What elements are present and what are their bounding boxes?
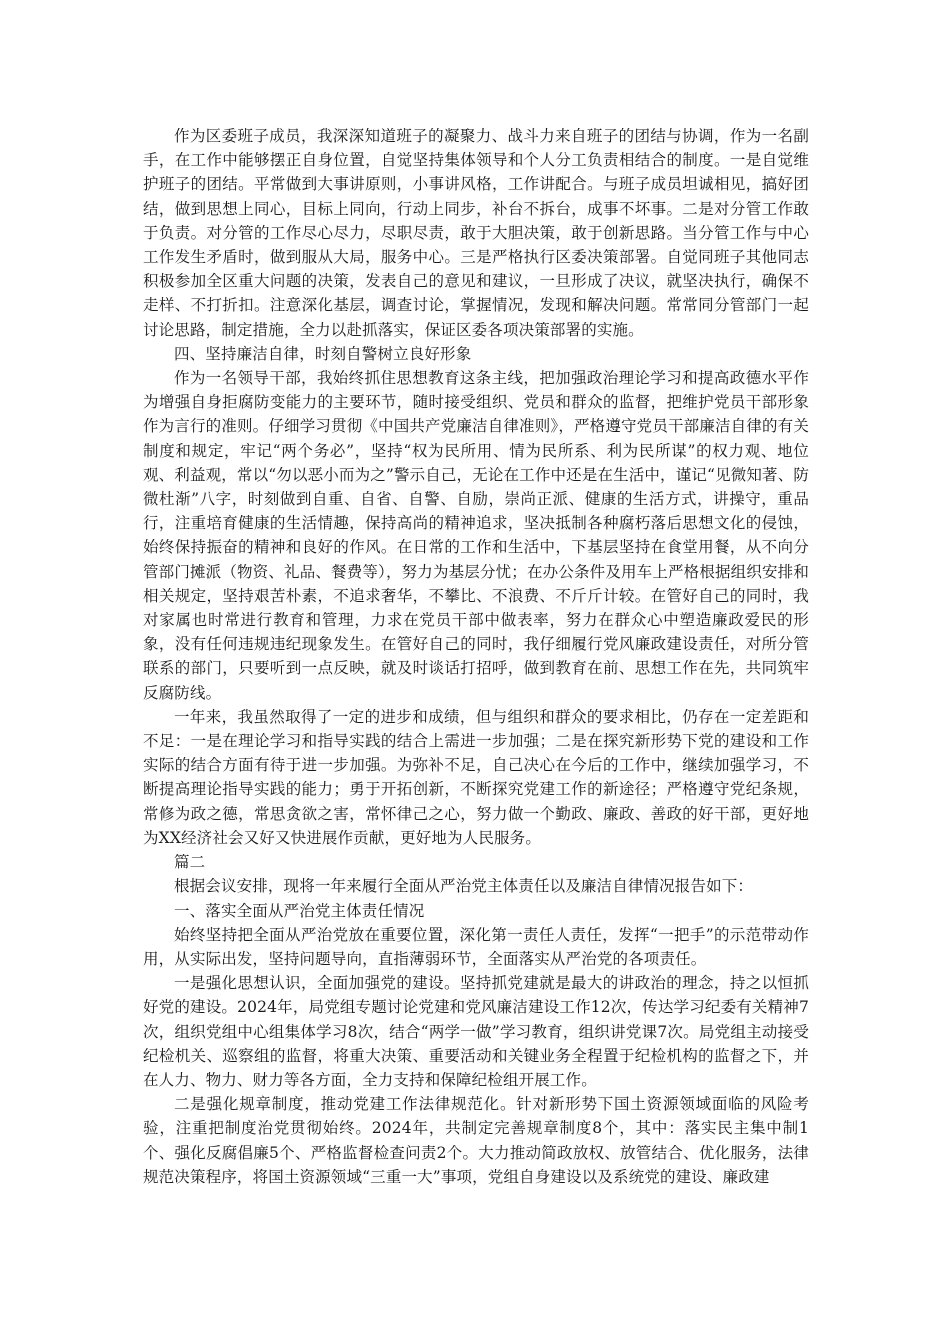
- article-two-heading: 篇二: [174, 853, 206, 872]
- document-body: [143, 124, 809, 1189]
- section-heading-responsibility: 一、落实全面从严治党主体责任情况: [174, 901, 425, 920]
- paragraph-party-building: 一是强化思想认识，全面加强党的建设。坚持抓党建就是最大的讲政治的理念，持之以恒抓好党的建设。2024年，局党组专题讨论党建和党风廉洁建设工作12次，传达学习纪委有关精神7次，组织党组中心组集体学习8次，结合“两学一做”学习教育，组织讲党课7次。局党组主动接受纪检机关、巡察组的监督，将重大决策、重要活动和关键业务全程置于纪检机构的监督之下，并在人力、物力、财力等各方面，全力支持和保障纪检组开展工作。: [143, 974, 809, 1089]
- paragraph-regulations: 二是强化规章制度，推动党建工作法律规范化。针对新形势下国土资源领域面临的风险考验，注重把制度治党贯彻始终。2024年，共制定完善规章制度8个，其中：落实民主集中制1个、强化反腐倡廉5个、严格监督检查问责2个。大力推动简政放权、放管结合、优化服务，法律规范决策程序，将国土资源领域“三重一大”事项，党组自身建设以及系统党的建设、廉政建: [143, 1095, 809, 1186]
- paragraph-integrity: 作为一名领导干部，我始终抓住思想教育这条主线，把加强政治理论学习和提高政德水平作为增强自身拒腐防变能力的主要环节，随时接受组织、党员和群众的监督，把维护党员干部形象作为言行的准则。仔细学习贯彻《中国共产党廉洁自律准则》，严格遵守党员干部廉洁自律的有关制度和规定，牢记“两个务必”，坚持“权为民所用、情为民所系、利为民所谋”的权力观、地位观、利益观，常以“勿以恶小而为之”警示自己，无论在工作中还是在生活中，谨记“见微知著、防微杜渐”八字，时刻做到自重、自省、自警、自励，崇尚正派、健康的生活方式，讲操守，重品行，注重培育健康的生活情趣，保持高尚的精神追求，坚决抵制各种腐朽落后思想文化的侵蚀，始终保持振奋的精神和良好的作风。在日常的工作和生活中，下基层坚持在食堂用餐，从不向分管部门摊派（物资、礼品、餐费等），努力为基层分忧；在办公条件及用车上严格根据组织安排和相关规定，坚持艰苦朴素，不追求奢华，不攀比、不浪费、不斤斤计较。在管好自己的同时，我对家属也时常进行教育和管理，力求在党员干部中做表率，努力在群众心中塑造廉政爱民的形象，没有任何违规违纪现象发生。在管好自己的同时，我仔细履行党风廉政建设责任，对所分管联系的部门，只要听到一点反映，就及时谈话打招呼，做到教育在前、思想工作在先，共同筑牢反腐防线。: [143, 369, 810, 702]
- section-heading-integrity: 四、坚持廉洁自律，时刻自警树立良好形象: [174, 344, 472, 363]
- paragraph-team-unity: 作为区委班子成员，我深深知道班子的凝聚力、战斗力来自班子的团结与协调，作为一名副手，在工作中能够摆正自身位置，自觉坚持集体领导和个人分工负责相结合的制度。一是自觉维护班子的团结。平常做到大事讲原则，小事讲风格，工作讲配合。与班子成员坦诚相见，搞好团结，做到思想上同心，目标上同向，行动上同步，补台不拆台，成事不坏事。二是对分管工作敢于负责。对分管的工作尽心尽力，尽职尽责，敢于大胆决策，敢于创新思路。当分管工作与中心工作发生矛盾时，做到服从大局，服务中心。三是严格执行区委决策部署。自觉同班子其他同志积极参加全区重大问题的决策，发表自己的意见和建议，一旦形成了决议，就坚决执行，确保不走样、不打折扣。注意深化基层，调查讨论，掌握情况，发现和解决问题。常常同分管部门一起讨论思路，制定措施，全力以赴抓落实，保证区委各项决策部署的实施。: [143, 127, 809, 339]
- paragraph-responsibility: 始终坚持把全面从严治党放在重要位置，深化第一责任人责任，发挥“一把手”的示范带动作用，从实际出发，坚持问题导向，直指薄弱环节，全面落实从严治党的各项责任。: [143, 925, 809, 968]
- paragraph-report-intro: 根据会议安排，现将一年来履行全面从严治党主体责任以及廉洁自律情况报告如下：: [174, 877, 754, 896]
- paragraph-shortcomings: 一年来，我虽然取得了一定的进步和成绩，但与组织和群众的要求相比，仍存在一定差距和不足：一是在理论学习和指导实践的结合上需进一步加强；二是在探究新形势下党的建设和工作实际的结合方面有待于进一步加强。为弥补不足，自己决心在今后的工作中，继续加强学习，不断提高理论指导实践的能力；勇于开拓创新，不断探究党建工作的新途径；严格遵守党纪条规，常修为政之德，常思贪欲之害，常怀律己之心，努力做一个勤政、廉政、善政的好干部，更好地为XX经济社会又好又快进展作贡献，更好地为人民服务。: [143, 707, 809, 847]
